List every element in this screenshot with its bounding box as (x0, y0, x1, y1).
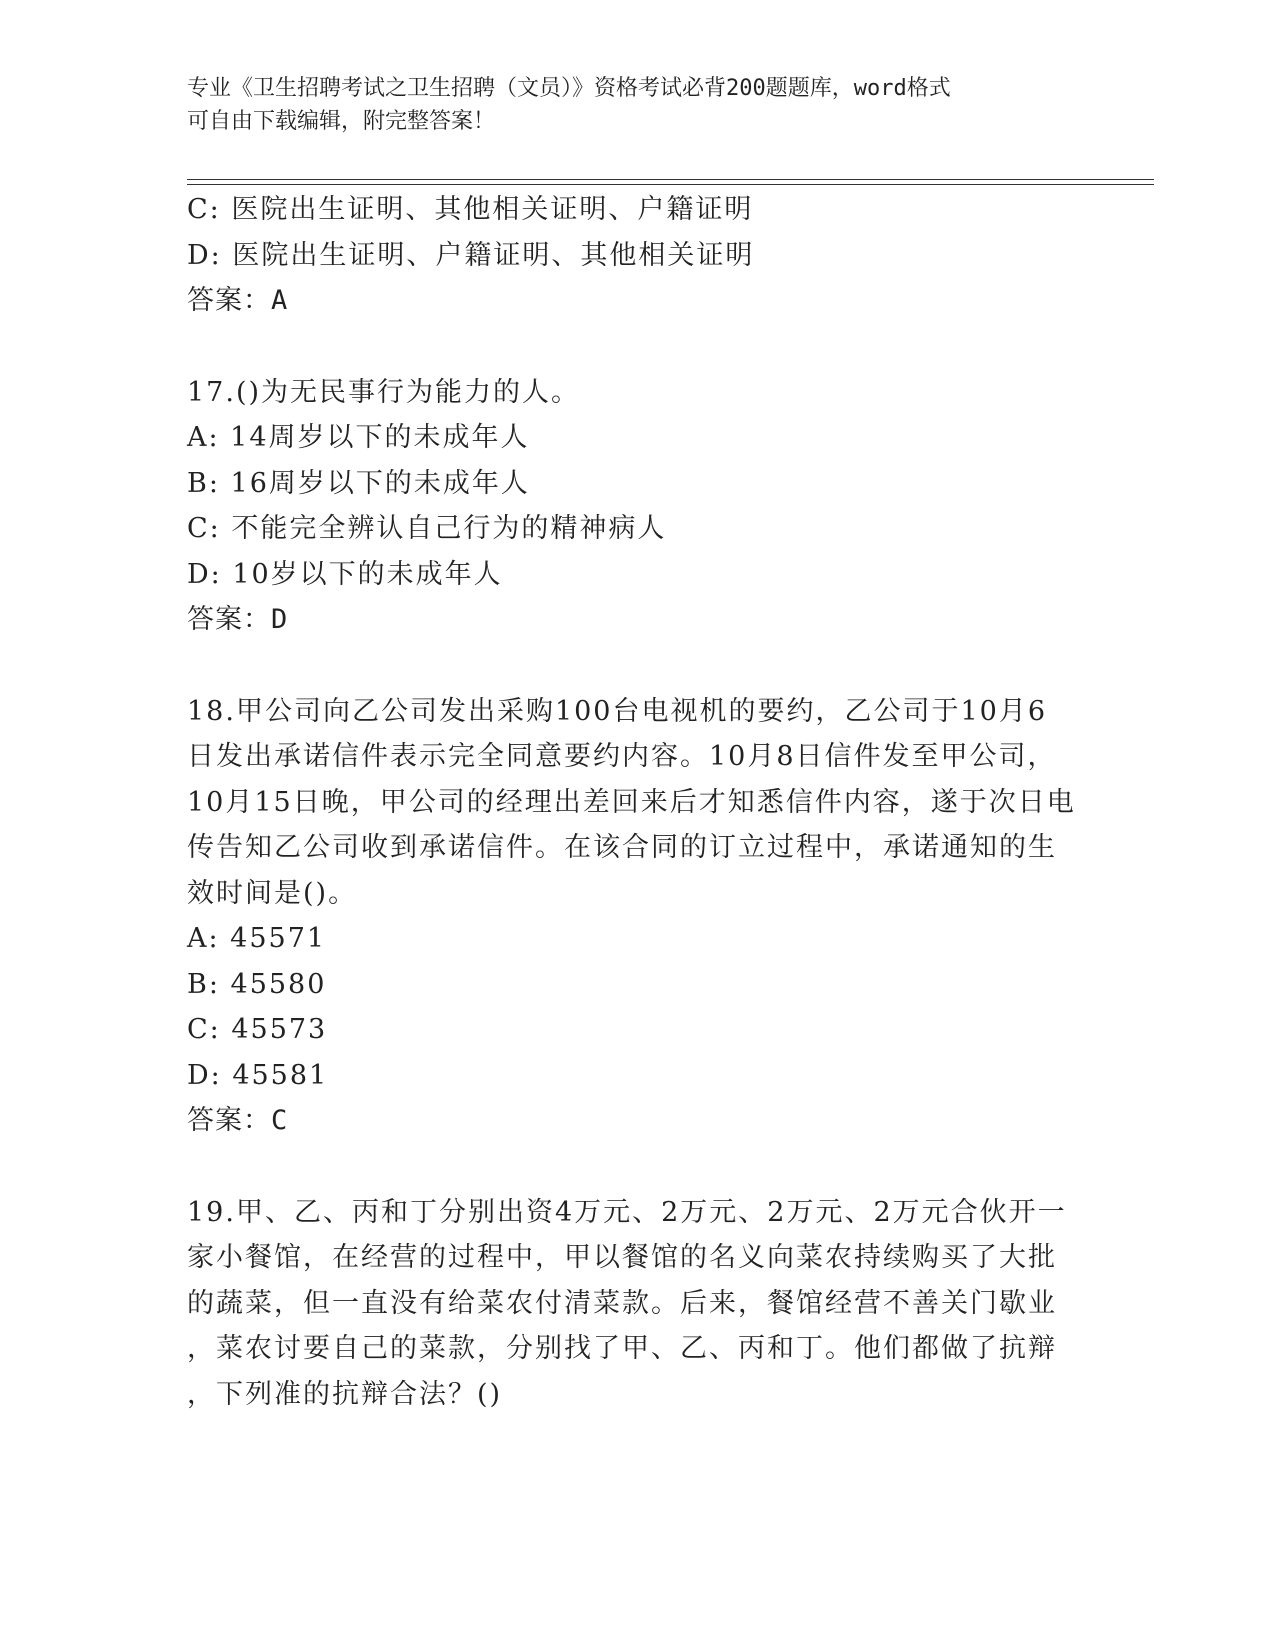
answer-line: 答案：D (187, 604, 289, 635)
option-c: C: 医院出生证明、其他相关证明、户籍证明 (187, 194, 754, 225)
question-stem: 17.()为无民事行为能力的人。 (187, 376, 581, 408)
answer-line: 答案：C (187, 1105, 289, 1136)
option-b: B: 16周岁以下的未成年人 (187, 467, 530, 499)
spacer (187, 1144, 1087, 1190)
question-stem-line: 19.甲、乙、丙和丁分别出资4万元、2万元、2万元、2万元合伙开一 (187, 1196, 1067, 1228)
question-stem-line: 18.甲公司向乙公司发出采购100台电视机的要约，乙公司于10月6 (187, 695, 1048, 727)
option-d: D: 45581 (187, 1059, 329, 1091)
question-stem-line: 效时间是()。 (187, 877, 358, 909)
question-stem-line: 10月15日晚，甲公司的经理出差回来后才知悉信件内容，遂于次日电 (187, 786, 1076, 818)
question-content (187, 187, 1087, 1417)
question-stem-line: 日发出承诺信件表示完全同意要约内容。10月8日信件发至甲公司， (187, 741, 1057, 772)
question-17 (187, 370, 1087, 643)
header-line-2: 可自由下载编辑，附完整答案！ (187, 109, 496, 134)
header-divider-top (187, 179, 1154, 180)
option-d: D: 10岁以下的未成年人 (187, 558, 503, 590)
spacer (187, 643, 1087, 689)
question-stem-line: 的蔬菜，但一直没有给菜农付清菜款。后来，餐馆经营不善关门歇业 (187, 1287, 1057, 1319)
header-divider-bottom (187, 184, 1154, 185)
option-d: D: 医院出生证明、户籍证明、其他相关证明 (187, 239, 755, 271)
question-16-tail (187, 187, 1087, 324)
document-header (187, 72, 1067, 138)
question-stem-line: ，菜农讨要自己的菜款，分别找了甲、乙、丙和丁。他们都做了抗辩 (187, 1333, 1057, 1364)
answer-line: 答案：A (187, 285, 289, 316)
spacer (187, 324, 1087, 370)
header-line-1: 专业《卫生招聘考试之卫生招聘（文员）》资格考试必背200题题库，word格式 (187, 76, 951, 101)
question-18 (187, 689, 1087, 1144)
question-stem-line: 传告知乙公司收到承诺信件。在该合同的订立过程中，承诺通知的生 (187, 832, 1057, 863)
question-19 (187, 1190, 1087, 1418)
option-a: A: 45571 (187, 923, 327, 954)
question-stem-line: 家小餐馆，在经营的过程中，甲以餐馆的名义向菜农持续购买了大批 (187, 1242, 1057, 1273)
option-c: C: 不能完全辨认自己行为的精神病人 (187, 513, 667, 544)
option-a: A: 14周岁以下的未成年人 (187, 422, 530, 453)
option-c: C: 45573 (187, 1014, 328, 1045)
option-b: B: 45580 (187, 968, 327, 1000)
question-stem-line: ，下列准的抗辩合法？() (187, 1378, 503, 1410)
